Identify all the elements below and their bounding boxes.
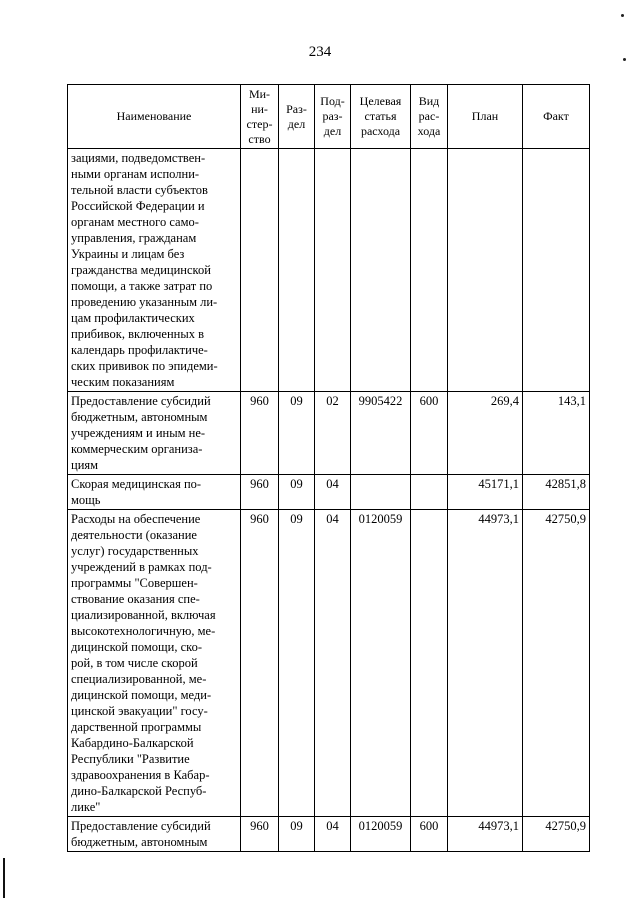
table-row <box>68 817 590 852</box>
row-plan: 45171,1 <box>448 475 523 510</box>
row-name: Скорая медицинская по- мощь <box>68 475 241 510</box>
row-target-article: 0120059 <box>351 510 411 817</box>
row-ministry <box>241 149 279 392</box>
row-fact <box>523 149 590 392</box>
header-name: Наименование <box>68 85 241 149</box>
scan-speck <box>623 58 626 61</box>
row-expense-type <box>411 475 448 510</box>
row-ministry: 960 <box>241 392 279 475</box>
header-ministry: Ми- ни- стер- ство <box>241 85 279 149</box>
row-fact: 42851,8 <box>523 475 590 510</box>
table-row <box>68 510 590 817</box>
row-ministry: 960 <box>241 510 279 817</box>
row-fact: 42750,9 <box>523 510 590 817</box>
row-expense-type <box>411 149 448 392</box>
scan-edge-mark <box>3 858 5 898</box>
row-subsection: 04 <box>315 510 351 817</box>
header-fact: Факт <box>523 85 590 149</box>
header-expense-type: Вид рас- хода <box>411 85 448 149</box>
row-section <box>279 149 315 392</box>
row-target-article: 9905422 <box>351 392 411 475</box>
row-ministry: 960 <box>241 475 279 510</box>
row-section: 09 <box>279 817 315 852</box>
row-ministry: 960 <box>241 817 279 852</box>
row-plan: 44973,1 <box>448 510 523 817</box>
row-target-article: 0120059 <box>351 817 411 852</box>
row-fact: 143,1 <box>523 392 590 475</box>
row-expense-type: 600 <box>411 817 448 852</box>
table-row <box>68 475 590 510</box>
row-target-article <box>351 149 411 392</box>
row-subsection: 04 <box>315 475 351 510</box>
row-plan <box>448 149 523 392</box>
row-subsection: 02 <box>315 392 351 475</box>
row-section: 09 <box>279 392 315 475</box>
row-name: Предоставление субсидий бюджетным, автономным учреждениям и иным не- коммерческим организа- циям <box>68 392 241 475</box>
row-target-article <box>351 475 411 510</box>
budget-table <box>67 84 590 852</box>
header-section: Раз- дел <box>279 85 315 149</box>
row-name: зациями, подведомствен- ными органам исполни- тельной власти субъектов Российской Федерации и органам местного само- управления, гражданам Украины и лицам без гражданства медицинской помощи, а также затрат по проведению указанным ли- цам профилактических прибивок, включенных в календарь профилактиче- ских прививок по эпидеми- ческим показаниям <box>68 149 241 392</box>
row-subsection <box>315 149 351 392</box>
header-target-article: Целевая статья расхода <box>351 85 411 149</box>
header-plan: План <box>448 85 523 149</box>
row-section: 09 <box>279 475 315 510</box>
table-header-row <box>68 85 590 149</box>
row-section: 09 <box>279 510 315 817</box>
page-number: 234 <box>308 44 332 60</box>
table-row <box>68 392 590 475</box>
row-subsection: 04 <box>315 817 351 852</box>
row-plan: 44973,1 <box>448 817 523 852</box>
table-row <box>68 149 590 392</box>
row-name: Расходы на обеспечение деятельности (оказание услуг) государственных учреждений в рамках под- программы "Совершен- ствование оказания спе- циализированной, включая высокотехнологичную, ме- дицинской помощи, ско- рой, в том числе скорой специализированной, ме- дицинской помощи, меди- цинской эвакуации" госу- дарственной программы Кабардино-Балкарской Республики "Развитие здравоохранения в Кабар- дино-Балкарской Респуб- лике" <box>68 510 241 817</box>
header-subsection: Под- раз- дел <box>315 85 351 149</box>
row-expense-type: 600 <box>411 392 448 475</box>
row-plan: 269,4 <box>448 392 523 475</box>
scan-speck <box>621 14 624 17</box>
row-fact: 42750,9 <box>523 817 590 852</box>
row-name: Предоставление субсидий бюджетным, автономным <box>68 817 241 852</box>
row-expense-type <box>411 510 448 817</box>
